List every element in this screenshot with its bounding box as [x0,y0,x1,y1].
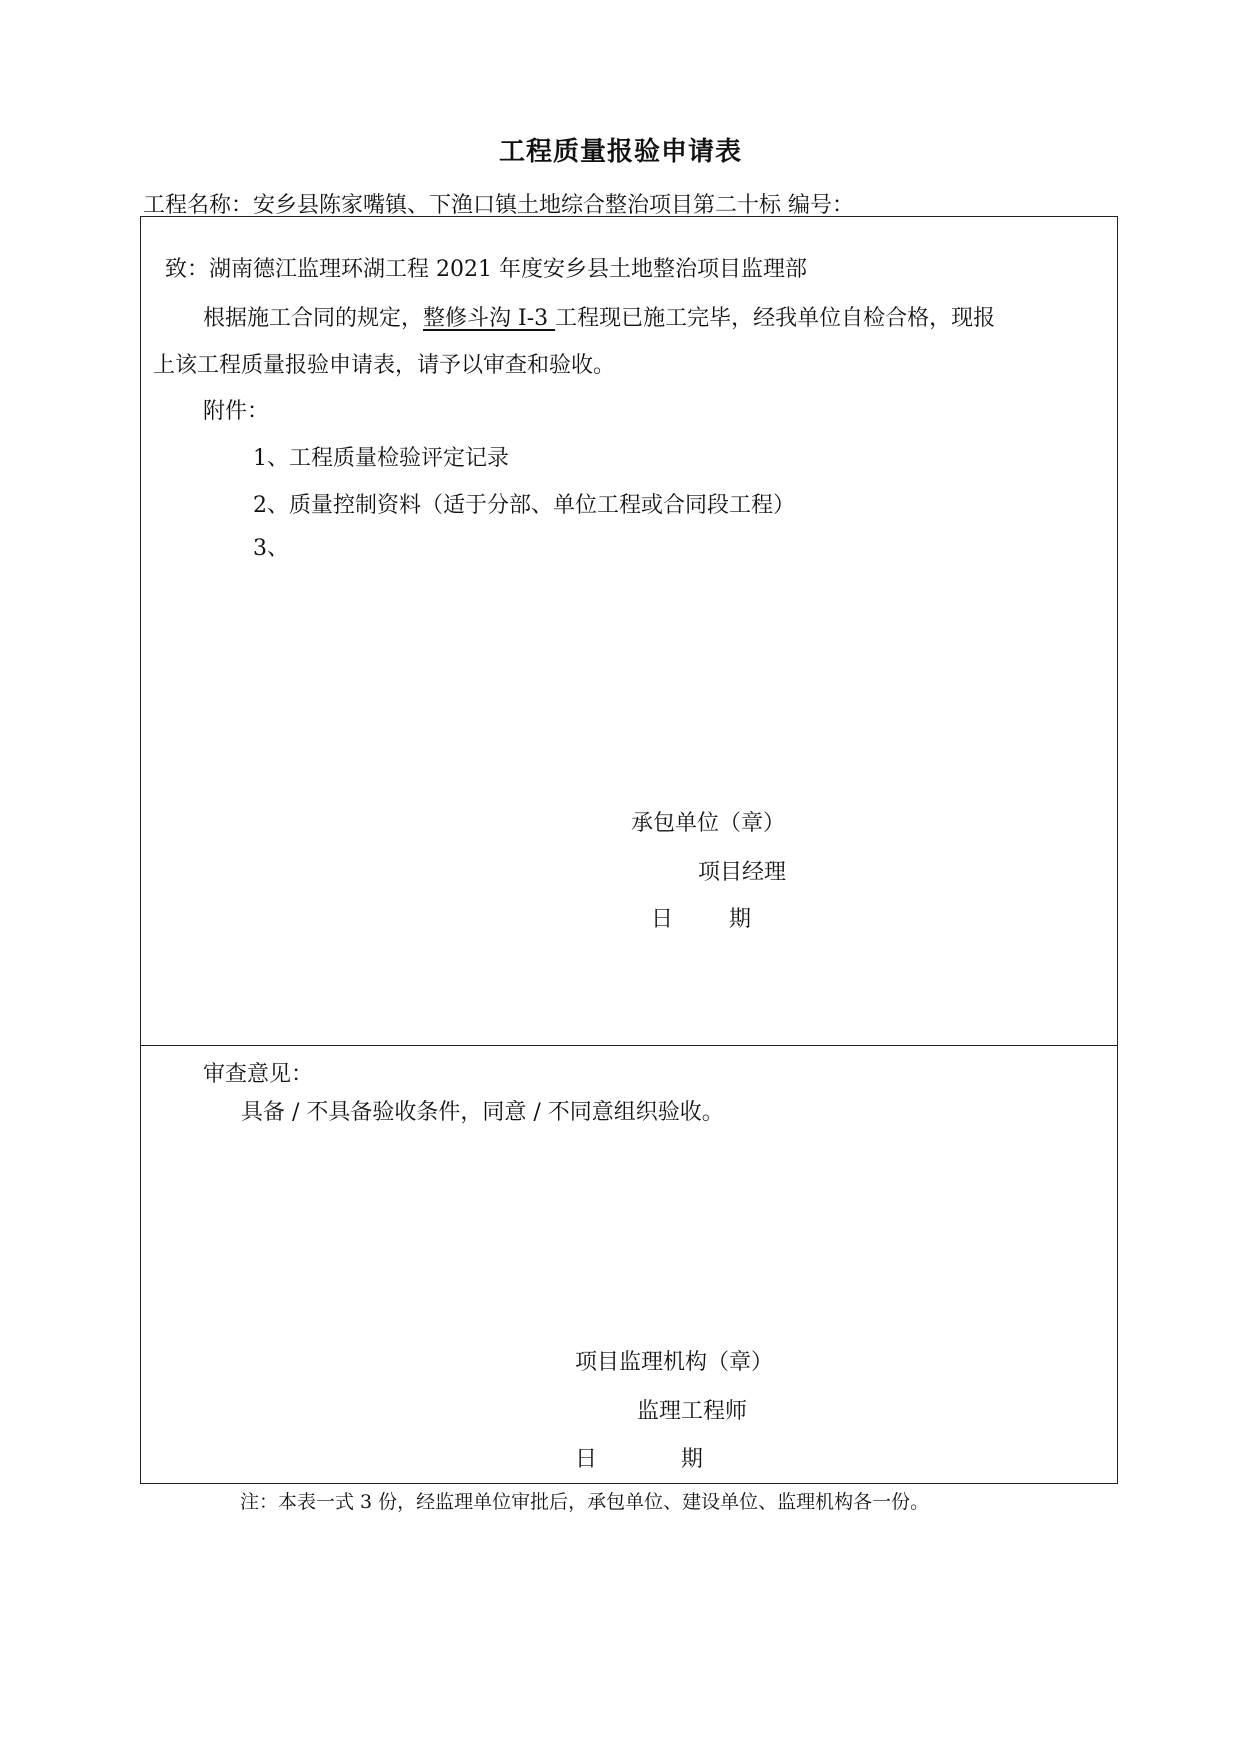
application-body-line1 [203,304,995,334]
section-divider [141,1045,1117,1046]
form-table [140,216,1118,1484]
supervision-date-label: 日 期 [575,1447,703,1472]
attachment-item-1: 1、工程质量检验评定记录 [253,446,509,471]
footer-note: 注：本表一式 3 份，经监理单位审批后，承包单位、建设单位、监理机构各一份。 [240,1491,930,1513]
supervision-seal-label: 项目监理机构（章） [575,1350,774,1375]
addressee-line: 致：湖南德江监理环湖工程 2021 年度安乡县土地整治项目监理部 [165,257,807,282]
body-prefix: 根据施工合同的规定， [203,306,424,331]
body-suffix: 工程现已施工完毕，经我单位自检合格，现报 [555,306,996,331]
application-body-line2: 上该工程质量报验申请表，请予以审查和验收。 [153,353,616,378]
project-name-line: 工程名称：安乡县陈家嘴镇、下渔口镇土地综合整治项目第二十标 编号： [143,193,854,218]
project-manager-label: 项目经理 [698,860,787,885]
attachments-label: 附件： [203,399,270,424]
attachment-item-2: 2、质量控制资料（适于分部、单位工程或合同段工程） [253,493,795,518]
contractor-date-label: 日 期 [651,907,751,932]
attachment-item-3: 3、 [253,536,289,561]
review-label: 审查意见： [203,1062,314,1087]
form-title: 工程质量报验申请表 [498,137,742,167]
contractor-seal-label: 承包单位（章） [631,811,786,836]
supervising-engineer-label: 监理工程师 [637,1399,748,1424]
work-item-field: 整修斗沟 I-3 [423,306,556,331]
review-opinion: 具备 / 不具备验收条件，同意 / 不同意组织验收。 [241,1100,724,1125]
